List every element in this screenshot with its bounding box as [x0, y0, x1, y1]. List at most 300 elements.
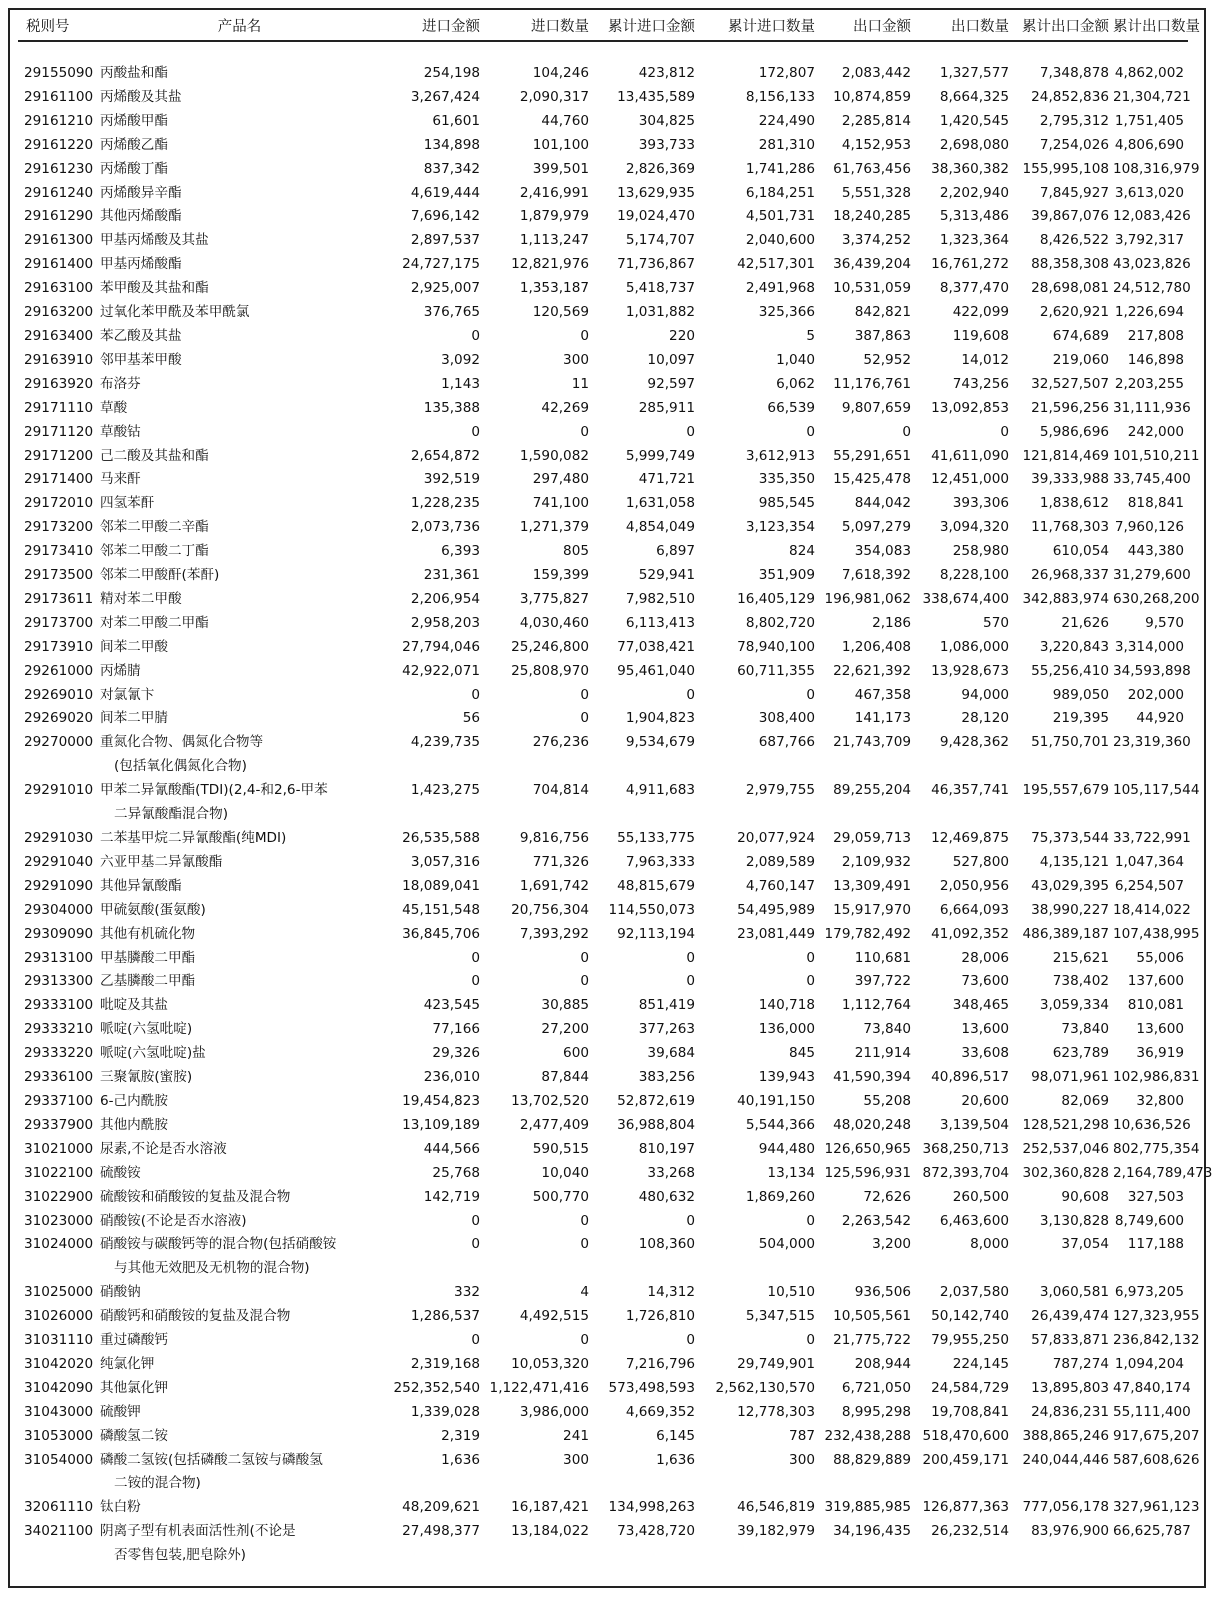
cumulative-import-quantity-cell: 78,940,100 [737, 638, 815, 655]
table-row [18, 205, 1188, 229]
import-amount-cell: 332 [454, 1284, 480, 1301]
import-quantity-cell: 0 [580, 1332, 589, 1349]
cumulative-export-quantity-cell: 810,081 [1127, 997, 1184, 1014]
cumulative-import-amount-cell: 4,669,352 [625, 1403, 695, 1420]
cumulative-import-quantity-cell: 6,062 [776, 375, 815, 392]
import-amount-cell: 0 [471, 327, 480, 344]
export-amount-cell: 36,439,204 [833, 256, 911, 273]
cumulative-import-quantity-cell: 824 [789, 543, 815, 560]
cumulative-import-quantity-cell: 3,123,354 [745, 519, 815, 536]
tariff-code-cell: 32061110 [24, 1499, 94, 1516]
import-amount-cell: 77,166 [432, 1021, 480, 1038]
tariff-code-cell: 29313100 [24, 949, 94, 966]
cumulative-export-quantity-cell: 7,960,126 [1114, 519, 1184, 536]
cumulative-import-quantity-cell: 845 [789, 1045, 815, 1062]
import-amount-cell: 42,922,071 [402, 662, 480, 679]
cumulative-import-quantity-cell: 504,000 [758, 1236, 815, 1253]
cumulative-import-quantity-cell: 136,000 [758, 1021, 815, 1038]
import-quantity-cell: 1,122,471,416 [489, 1379, 589, 1396]
cumulative-export-amount-cell: 39,867,076 [1031, 208, 1109, 225]
tariff-code-cell: 29173410 [24, 543, 94, 560]
export-quantity-cell: 12,469,875 [931, 830, 1009, 846]
product-name-text: 哌啶(六氢吡啶)盐 [100, 1045, 206, 1062]
import-quantity-cell: 0 [580, 1212, 589, 1229]
import-quantity-cell: 0 [580, 327, 589, 344]
product-name-text: 甲基丙烯酸及其盐 [100, 232, 209, 249]
product-name-cell [100, 349, 383, 373]
export-amount-cell: 232,438,288 [824, 1427, 911, 1444]
import-amount-cell: 392,519 [423, 471, 480, 488]
cumulative-import-amount-cell: 92,113,194 [617, 925, 695, 942]
product-name-text: 纯氯化钾 [100, 1355, 155, 1372]
export-amount-cell: 2,263,542 [841, 1212, 911, 1229]
table-row [18, 851, 1188, 875]
export-amount-cell: 354,083 [854, 543, 911, 560]
table-row [18, 1329, 1188, 1353]
export-amount-cell: 467,358 [854, 686, 911, 703]
cumulative-export-amount-cell: 302,360,828 [1022, 1164, 1109, 1181]
import-quantity-cell: 297,480 [532, 471, 589, 488]
export-amount-cell: 13,309,491 [833, 877, 911, 894]
cumulative-export-quantity-cell: 2,164,789,473 [1113, 1164, 1213, 1181]
table-row [18, 899, 1188, 923]
tariff-code-cell: 29161240 [24, 184, 94, 201]
cumulative-import-amount-cell: 0 [686, 1332, 695, 1349]
import-amount-cell: 423,545 [423, 997, 480, 1014]
export-quantity-cell: 46,357,741 [931, 782, 1009, 799]
table-row [18, 779, 1188, 827]
import-quantity-cell: 4,492,515 [519, 1308, 589, 1325]
product-name-text: 四氢苯酐 [100, 495, 155, 512]
product-name-cell [100, 875, 383, 899]
export-amount-cell: 10,531,059 [833, 280, 911, 297]
import-amount-cell: 2,958,203 [410, 614, 480, 631]
cumulative-export-quantity-cell: 34,593,898 [1113, 662, 1191, 679]
table-row [18, 540, 1188, 564]
export-amount-cell: 4,152,953 [841, 136, 911, 153]
cumulative-export-amount-cell: 51,750,701 [1031, 734, 1109, 751]
header-spacer-row [18, 41, 1188, 62]
import-quantity-cell: 3,775,827 [519, 590, 589, 607]
import-quantity-cell: 741,100 [532, 495, 589, 512]
export-quantity-cell: 28,006 [961, 949, 1009, 966]
cumulative-export-amount-cell: 738,402 [1052, 973, 1109, 990]
cumulative-export-amount-cell: 39,333,988 [1031, 471, 1109, 488]
cumulative-export-quantity-cell: 217,808 [1127, 327, 1184, 344]
product-name-cell [100, 636, 383, 660]
cumulative-export-amount-cell: 128,521,298 [1022, 1116, 1109, 1133]
import-amount-cell: 2,319 [441, 1427, 480, 1444]
tariff-code-cell: 29336100 [24, 1069, 94, 1086]
cumulative-export-amount-cell: 3,060,581 [1039, 1284, 1109, 1301]
import-amount-cell: 27,794,046 [402, 638, 480, 655]
import-amount-cell: 6,393 [441, 543, 480, 560]
product-name-text: 丙烯酸乙酯 [100, 136, 168, 153]
cumulative-import-amount-cell: 0 [686, 686, 695, 703]
table-row [18, 588, 1188, 612]
cumulative-import-quantity-cell: 687,766 [758, 734, 815, 751]
product-name-text: 精对苯二甲酸 [100, 590, 182, 607]
product-name-cell [100, 158, 383, 182]
export-amount-cell: 21,775,722 [833, 1332, 911, 1349]
export-quantity-cell: 0 [1000, 423, 1009, 440]
tariff-code-cell: 31043000 [24, 1403, 94, 1420]
cumulative-import-amount-cell: 480,632 [638, 1188, 695, 1205]
export-quantity-cell: 3,094,320 [939, 519, 1009, 536]
product-name-text: 其他异氰酸酯 [100, 877, 182, 894]
cumulative-import-amount-cell: 134,998,263 [608, 1499, 695, 1516]
cumulative-import-amount-cell: 423,812 [638, 65, 695, 81]
import-quantity-cell: 1,691,742 [519, 877, 589, 894]
cumulative-import-amount-cell: 5,174,707 [625, 232, 695, 249]
product-name-cell [100, 421, 383, 445]
cumulative-export-amount-cell: 4,135,121 [1039, 853, 1109, 870]
product-name-cell [100, 1138, 383, 1162]
product-name-cell [100, 1090, 383, 1114]
import-quantity-cell: 1,271,379 [519, 519, 589, 536]
import-amount-cell: 444,566 [423, 1140, 480, 1157]
import-quantity-cell: 9,816,756 [519, 830, 589, 846]
import-amount-cell: 236,010 [423, 1069, 480, 1086]
import-quantity-cell: 20,756,304 [511, 901, 589, 918]
export-quantity-cell: 368,250,713 [922, 1140, 1009, 1157]
cumulative-import-amount-cell: 1,636 [656, 1451, 695, 1468]
product-name-cell [100, 707, 383, 731]
export-quantity-cell: 8,664,325 [939, 88, 1009, 105]
import-quantity-cell: 0 [580, 949, 589, 966]
export-amount-cell: 2,109,932 [841, 853, 911, 870]
product-name-cell [100, 1329, 383, 1353]
cumulative-import-quantity-cell: 42,517,301 [737, 256, 815, 273]
trade-data-table [18, 10, 1213, 1568]
cumulative-export-quantity-cell: 242,000 [1127, 423, 1184, 440]
product-name-cell [100, 1520, 383, 1568]
import-amount-cell: 0 [471, 1212, 480, 1229]
export-quantity-cell: 8,228,100 [939, 567, 1009, 584]
export-quantity-cell: 8,000 [970, 1236, 1009, 1253]
product-name-text: 丙烯酸甲酯 [100, 112, 168, 129]
cumulative-import-amount-cell: 6,145 [656, 1427, 695, 1444]
cumulative-export-quantity-cell: 33,722,991 [1113, 830, 1191, 846]
import-quantity-cell: 0 [580, 423, 589, 440]
cumulative-export-quantity-cell: 33,745,400 [1113, 471, 1191, 488]
header-cumulative-export-amount: 累计出口金额 [1013, 10, 1113, 41]
tariff-code-cell: 29173200 [24, 519, 94, 536]
product-name-cell [100, 851, 383, 875]
header-import-quantity: 进口数量 [484, 10, 593, 41]
tariff-code-cell: 31026000 [24, 1308, 94, 1325]
product-name-cell [100, 62, 383, 86]
tariff-code-cell: 29173700 [24, 614, 94, 631]
cumulative-import-amount-cell: 285,911 [638, 399, 695, 416]
tariff-code-cell: 29171200 [24, 447, 94, 464]
import-quantity-cell: 10,040 [541, 1164, 589, 1181]
tariff-code-cell: 31054000 [24, 1451, 94, 1468]
tariff-code-cell: 29333220 [24, 1045, 94, 1062]
import-quantity-cell: 241 [563, 1427, 589, 1444]
cumulative-export-amount-cell: 90,608 [1061, 1188, 1109, 1205]
cumulative-export-amount-cell: 7,254,026 [1039, 136, 1109, 153]
export-amount-cell: 52,952 [863, 351, 911, 368]
import-amount-cell: 376,765 [423, 304, 480, 321]
table-body [18, 41, 1213, 1568]
table-row [18, 110, 1188, 134]
product-name-cell [100, 947, 383, 971]
import-amount-cell: 1,228,235 [410, 495, 480, 512]
cumulative-export-quantity-cell: 12,083,426 [1113, 208, 1191, 225]
tariff-code-cell: 29172010 [24, 495, 94, 512]
product-name-text: 丙酸盐和酯 [100, 65, 168, 81]
tariff-code-cell: 31042020 [24, 1355, 94, 1372]
product-name-cell [100, 1066, 383, 1090]
cumulative-export-amount-cell: 11,768,303 [1031, 519, 1109, 536]
export-amount-cell: 2,186 [872, 614, 911, 631]
table-row [18, 445, 1188, 469]
cumulative-export-amount-cell: 777,056,178 [1022, 1499, 1109, 1516]
cumulative-export-amount-cell: 1,838,612 [1039, 495, 1109, 512]
tariff-code-cell: 29313300 [24, 973, 94, 990]
cumulative-import-amount-cell: 7,982,510 [625, 590, 695, 607]
tariff-code-cell: 29173910 [24, 638, 94, 655]
tariff-code-cell: 29161210 [24, 112, 94, 129]
cumulative-import-amount-cell: 1,631,058 [625, 495, 695, 512]
cumulative-import-quantity-cell: 0 [806, 423, 815, 440]
cumulative-export-quantity-cell: 43,023,826 [1113, 256, 1191, 273]
cumulative-import-amount-cell: 810,197 [638, 1140, 695, 1157]
cumulative-export-quantity-cell: 8,749,600 [1114, 1212, 1184, 1229]
header-product-name: 产品名 [100, 10, 383, 41]
import-quantity-cell: 16,187,421 [511, 1499, 589, 1516]
cumulative-import-amount-cell: 13,629,935 [617, 184, 695, 201]
cumulative-export-quantity-cell: 137,600 [1127, 973, 1184, 990]
table-row [18, 349, 1188, 373]
import-quantity-cell: 87,844 [541, 1069, 589, 1086]
tariff-code-cell: 31025000 [24, 1284, 94, 1301]
product-name-cell [100, 1162, 383, 1186]
product-name-text: 二苯基甲烷二异氰酸酯(纯MDI) [100, 830, 287, 846]
export-amount-cell: 319,885,985 [824, 1499, 911, 1516]
cumulative-import-quantity-cell: 139,943 [758, 1069, 815, 1086]
import-amount-cell: 13,109,189 [402, 1116, 480, 1133]
cumulative-export-quantity-cell: 202,000 [1127, 686, 1184, 703]
export-quantity-cell: 338,674,400 [922, 590, 1009, 607]
tariff-code-cell: 31023000 [24, 1212, 94, 1229]
export-amount-cell: 3,200 [872, 1236, 911, 1253]
import-amount-cell: 135,388 [423, 399, 480, 416]
cumulative-export-quantity-cell: 4,862,002 [1114, 65, 1184, 81]
import-amount-cell: 0 [471, 686, 480, 703]
cumulative-import-amount-cell: 220 [669, 327, 695, 344]
import-quantity-cell: 120,569 [532, 304, 589, 321]
product-name-text: 己二酸及其盐和酯 [100, 447, 209, 464]
product-name-cell [100, 1210, 383, 1234]
cumulative-export-quantity-cell: 36,919 [1136, 1045, 1184, 1062]
import-amount-cell: 36,845,706 [402, 925, 480, 942]
product-name-cell [100, 492, 383, 516]
tariff-code-cell: 31022100 [24, 1164, 94, 1181]
cumulative-export-quantity-cell: 9,570 [1145, 614, 1184, 631]
cumulative-export-quantity-cell: 146,898 [1127, 351, 1184, 368]
cumulative-import-quantity-cell: 5,347,515 [745, 1308, 815, 1325]
cumulative-import-quantity-cell: 325,366 [758, 304, 815, 321]
cumulative-export-quantity-cell: 802,775,354 [1113, 1140, 1200, 1157]
import-amount-cell: 56 [462, 710, 480, 727]
cumulative-import-amount-cell: 7,216,796 [625, 1355, 695, 1372]
export-amount-cell: 88,829,889 [833, 1451, 911, 1468]
product-name-text: 丙烯酸及其盐 [100, 88, 182, 105]
product-name-cell [100, 1018, 383, 1042]
product-name-text: 磷酸氢二铵 [100, 1427, 168, 1444]
cumulative-import-amount-cell: 7,963,333 [625, 853, 695, 870]
tariff-code-cell: 31042090 [24, 1379, 94, 1396]
import-quantity-cell: 30,885 [541, 997, 589, 1014]
product-name-cell [100, 779, 383, 827]
import-quantity-cell: 1,353,187 [519, 280, 589, 297]
trade-table-page [8, 8, 1213, 1588]
cumulative-export-quantity-cell: 1,226,694 [1114, 304, 1184, 321]
cumulative-import-quantity-cell: 3,612,913 [745, 447, 815, 464]
tariff-code-cell: 31021000 [24, 1140, 94, 1157]
tariff-code-cell: 29163100 [24, 280, 94, 297]
product-name-text: 硫酸铵和硝酸铵的复盐及混合物 [100, 1188, 291, 1205]
export-amount-cell: 48,020,248 [833, 1116, 911, 1133]
product-name-cell [100, 1305, 383, 1329]
product-name-cell [100, 540, 383, 564]
product-name-cell [100, 205, 383, 229]
product-name-cell [100, 1186, 383, 1210]
import-quantity-cell: 590,515 [532, 1140, 589, 1157]
cumulative-export-amount-cell: 7,845,927 [1039, 184, 1109, 201]
cumulative-import-amount-cell: 6,897 [656, 543, 695, 560]
tariff-code-cell: 29161400 [24, 256, 94, 273]
table-row [18, 1233, 1188, 1281]
cumulative-import-amount-cell: 33,268 [647, 1164, 695, 1181]
cumulative-export-quantity-cell: 13,600 [1136, 1021, 1184, 1038]
table-row [18, 564, 1188, 588]
cumulative-import-quantity-cell: 0 [806, 973, 815, 990]
cumulative-import-quantity-cell: 2,089,589 [745, 853, 815, 870]
table-row [18, 301, 1188, 325]
tariff-code-cell: 29337100 [24, 1092, 94, 1109]
cumulative-import-amount-cell: 6,113,413 [625, 614, 695, 631]
cumulative-export-quantity-cell: 47,840,174 [1113, 1379, 1191, 1396]
export-amount-cell: 61,763,456 [833, 160, 911, 177]
table-row [18, 1281, 1188, 1305]
cumulative-import-amount-cell: 55,133,775 [617, 830, 695, 846]
product-name-text: 邻苯二甲酸二丁酯 [100, 543, 209, 560]
cumulative-export-quantity-cell: 10,636,526 [1113, 1116, 1191, 1133]
import-amount-cell: 3,267,424 [410, 88, 480, 105]
import-quantity-cell: 4,030,460 [519, 614, 589, 631]
cumulative-export-amount-cell: 219,395 [1052, 710, 1109, 727]
product-name-text: 硝酸钙和硝酸铵的复盐及混合物 [100, 1308, 291, 1325]
import-amount-cell: 18,089,041 [402, 877, 480, 894]
import-quantity-cell: 0 [580, 686, 589, 703]
tariff-code-cell: 29270000 [24, 734, 94, 751]
cumulative-export-amount-cell: 623,789 [1052, 1045, 1109, 1062]
export-amount-cell: 89,255,204 [833, 782, 911, 799]
import-quantity-cell: 276,236 [532, 734, 589, 751]
import-amount-cell: 0 [471, 423, 480, 440]
export-quantity-cell: 6,664,093 [939, 901, 1009, 918]
product-name-text: 硫酸钾 [100, 1403, 141, 1420]
export-amount-cell: 73,840 [863, 1021, 911, 1038]
cumulative-export-quantity-cell: 44,920 [1136, 710, 1184, 727]
import-amount-cell: 0 [471, 973, 480, 990]
cumulative-import-amount-cell: 48,815,679 [617, 877, 695, 894]
export-quantity-cell: 527,800 [952, 853, 1009, 870]
cumulative-import-quantity-cell: 0 [806, 686, 815, 703]
export-amount-cell: 15,425,478 [833, 471, 911, 488]
cumulative-export-amount-cell: 26,439,474 [1031, 1308, 1109, 1325]
import-amount-cell: 0 [471, 949, 480, 966]
product-name-continuation: 二铵的混合物) [114, 1475, 201, 1492]
product-name-text: 其他内酰胺 [100, 1116, 168, 1133]
export-amount-cell: 15,917,970 [833, 901, 911, 918]
export-quantity-cell: 743,256 [952, 375, 1009, 392]
import-quantity-cell: 42,269 [541, 399, 589, 416]
cumulative-import-quantity-cell: 0 [806, 1212, 815, 1229]
tariff-code-cell: 29337900 [24, 1116, 94, 1133]
tariff-code-cell: 31053000 [24, 1427, 94, 1444]
cumulative-export-quantity-cell: 1,751,405 [1114, 112, 1184, 129]
product-name-text: 硝酸铵与碳酸钙等的混合物(包括硝酸铵 [100, 1236, 337, 1253]
export-quantity-cell: 13,092,853 [931, 399, 1009, 416]
cumulative-import-amount-cell: 9,534,679 [625, 734, 695, 751]
product-name-text: 其他氯化钾 [100, 1379, 168, 1396]
export-amount-cell: 179,782,492 [824, 925, 911, 942]
tariff-code-cell: 29173611 [24, 590, 94, 607]
table-row [18, 875, 1188, 899]
cumulative-export-quantity-cell: 2,203,255 [1114, 375, 1184, 392]
tariff-code-cell: 29333210 [24, 1021, 94, 1038]
import-quantity-cell: 101,100 [532, 136, 589, 153]
cumulative-import-quantity-cell: 2,040,600 [745, 232, 815, 249]
product-name-continuation: 二异氰酸酯混合物) [114, 806, 229, 823]
product-name-text: 草酸 [100, 399, 128, 416]
export-amount-cell: 2,285,814 [841, 112, 911, 129]
export-amount-cell: 110,681 [854, 949, 911, 966]
product-name-continuation: 否零售包装,肥皂除外) [114, 1547, 246, 1564]
product-name-cell [100, 445, 383, 469]
import-amount-cell: 2,897,537 [410, 232, 480, 249]
cumulative-import-quantity-cell: 29,749,901 [737, 1355, 815, 1372]
tariff-code-cell: 29161290 [24, 208, 94, 225]
export-quantity-cell: 20,600 [961, 1092, 1009, 1109]
header-cumulative-import-quantity: 累计进口数量 [699, 10, 819, 41]
cumulative-import-amount-cell: 0 [686, 423, 695, 440]
import-amount-cell: 7,696,142 [410, 208, 480, 225]
export-amount-cell: 2,083,442 [841, 65, 911, 81]
product-name-continuation: (包括氧化偶氮化合物) [114, 758, 247, 775]
cumulative-export-quantity-cell: 32,800 [1136, 1092, 1184, 1109]
cumulative-export-amount-cell: 21,596,256 [1031, 399, 1109, 416]
cumulative-export-amount-cell: 32,527,507 [1031, 375, 1109, 392]
cumulative-import-quantity-cell: 20,077,924 [737, 830, 815, 846]
import-amount-cell: 61,601 [432, 112, 480, 129]
cumulative-export-amount-cell: 195,557,679 [1022, 782, 1109, 799]
cumulative-export-amount-cell: 342,883,974 [1022, 590, 1109, 607]
cumulative-export-quantity-cell: 1,094,204 [1114, 1355, 1184, 1372]
cumulative-export-quantity-cell: 21,304,721 [1113, 88, 1191, 105]
cumulative-import-amount-cell: 304,825 [638, 112, 695, 129]
cumulative-import-quantity-cell: 13,134 [767, 1164, 815, 1181]
cumulative-import-quantity-cell: 2,979,755 [745, 782, 815, 799]
cumulative-export-quantity-cell: 327,961,123 [1113, 1499, 1200, 1516]
product-name-text: 马来酐 [100, 471, 141, 488]
cumulative-import-amount-cell: 5,418,737 [625, 280, 695, 297]
import-amount-cell: 1,423,275 [410, 782, 480, 799]
